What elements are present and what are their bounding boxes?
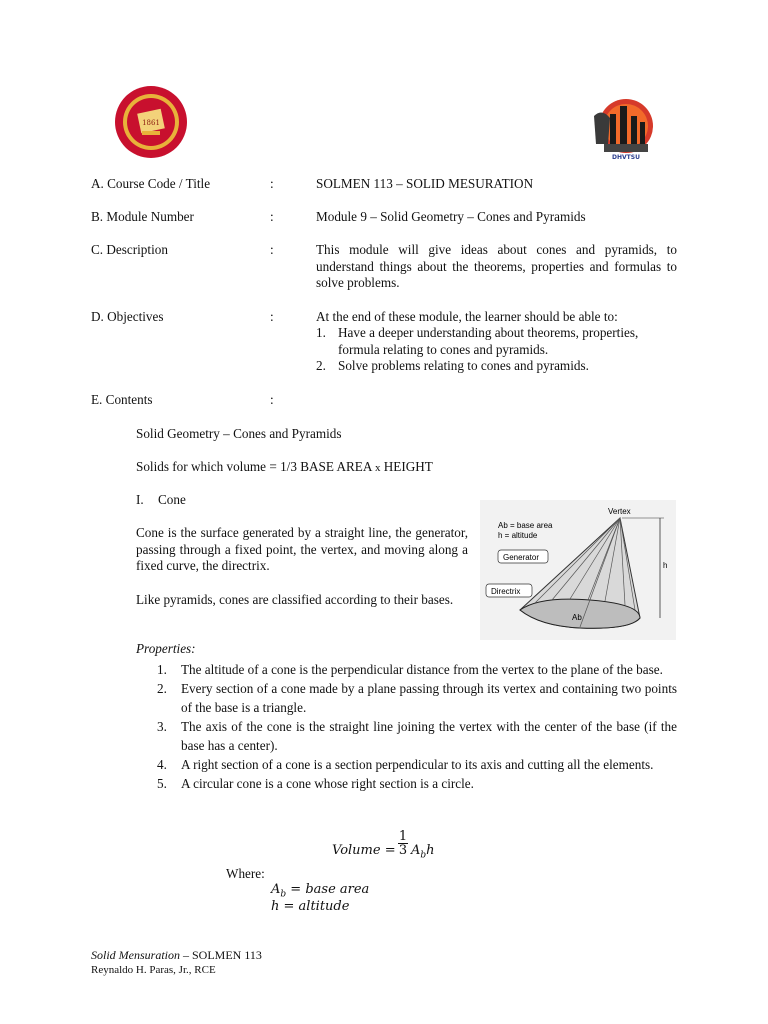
property-num: 1. [157, 662, 167, 677]
formula-rhs-h: h [426, 843, 435, 858]
objective-item [316, 325, 678, 358]
property-text: A circular cone is a cone whose right section is a circle. [181, 776, 474, 791]
contents-colon: : [270, 392, 274, 407]
property-text: Every section of a cone made by a plane passing through its vertex and containing two points of the base is a triangle. [181, 681, 677, 715]
def1-a: A [271, 882, 281, 897]
property-item [157, 774, 677, 793]
def-altitude: h = altitude [271, 899, 350, 914]
def1-rest: = base area [290, 882, 370, 897]
def-base-area [271, 882, 369, 900]
h-label: h [663, 561, 668, 570]
course-code-label: A. Course Code / Title [91, 176, 211, 191]
property-text: The altitude of a cone is the perpendicular distance from the vertex to the plane of the base. [181, 662, 663, 677]
formula-numerator: 1 [398, 829, 408, 844]
property-item [157, 679, 677, 717]
section-heading [136, 492, 186, 508]
course-code-value: SOLMEN 113 – SOLID MESURATION [316, 176, 534, 191]
objectives-colon: : [270, 309, 274, 324]
objective-text: Have a deeper understanding about theorems, properties, formula relating to cones and pyramids. [338, 325, 639, 357]
college-logo [590, 96, 656, 162]
formula-rhs-a: A [411, 843, 421, 858]
contents-label: E. Contents [91, 392, 153, 407]
footer-author: Reynaldo H. Paras, Jr., RCE [91, 964, 216, 976]
generator-label: Generator [503, 553, 540, 562]
properties-list [157, 660, 677, 793]
formula-lhs: Volume = [332, 843, 396, 858]
seal-year: 1861 [142, 119, 160, 127]
legend-base-area: Ab = base area [498, 521, 553, 530]
cone-classification: Like pyramids, cones are classified according to their bases. [136, 592, 454, 607]
property-num: 2. [157, 681, 167, 696]
where-label: Where: [226, 866, 265, 881]
solids-line-x: x [374, 462, 381, 474]
property-text: The axis of the cone is the straight line joining the vertex with the center of the base (if the base has a center). [181, 719, 677, 753]
property-item [157, 660, 677, 679]
objective-text: Solve problems relating to cones and pyramids. [338, 358, 589, 373]
module-number-value: Module 9 – Solid Geometry – Cones and Pyramids [316, 209, 586, 224]
section-num: I. [136, 492, 144, 507]
property-num: 3. [157, 719, 167, 734]
cone-figure [480, 500, 676, 640]
description-colon: : [270, 242, 274, 257]
property-item [157, 755, 677, 774]
legend-altitude: h = altitude [498, 531, 538, 540]
course-code-colon: : [270, 176, 274, 191]
module-number-colon: : [270, 209, 274, 224]
properties-label: Properties: [136, 641, 196, 656]
footer-course-rest: – SOLMEN 113 [180, 948, 262, 962]
vertex-label: Vertex [608, 507, 631, 516]
cone-definition: Cone is the surface generated by a straight line, the generator, passing through a fixed point, the vertex, and moving along a fixed curve, the directrix. [136, 525, 468, 573]
objectives-label: D. Objectives [91, 309, 164, 324]
formula-rhs [411, 843, 435, 861]
objectives-list [316, 325, 678, 375]
description-value: This module will give ideas about cones and pyramids, to understand things about the theorems, properties and formulas to solve problems. [316, 242, 677, 290]
formula-rhs-sub: b [420, 850, 427, 861]
university-seal-logo [114, 85, 188, 159]
footer-course-italic: Solid Mensuration [91, 948, 180, 962]
formula-denominator: 3 [398, 843, 408, 858]
solids-line-a: Solids for which volume = 1/3 BASE AREA [136, 459, 372, 474]
formula-fraction [398, 830, 408, 858]
property-item [157, 717, 677, 755]
property-text: A right section of a cone is a section perpendicular to its axis and cutting all the elements. [181, 757, 654, 772]
description-label: C. Description [91, 242, 168, 257]
section-title: Cone [158, 492, 186, 507]
module-number-label: B. Module Number [91, 209, 194, 224]
objective-num: 1. [316, 325, 326, 340]
objective-num: 2. [316, 358, 326, 373]
contents-heading: Solid Geometry – Cones and Pyramids [136, 426, 342, 441]
ab-label: Ab [572, 613, 582, 622]
college-logo-text: DHVTSU [612, 154, 640, 161]
def1-sub: b [280, 889, 287, 900]
property-num: 4. [157, 757, 167, 772]
objective-item [316, 358, 678, 375]
footer-course [91, 948, 262, 963]
directrix-label: Directrix [491, 587, 521, 596]
solids-volume-line [136, 459, 433, 475]
property-num: 5. [157, 776, 167, 791]
objectives-intro: At the end of these module, the learner should be able to: [316, 309, 618, 324]
solids-line-b: HEIGHT [383, 459, 433, 474]
